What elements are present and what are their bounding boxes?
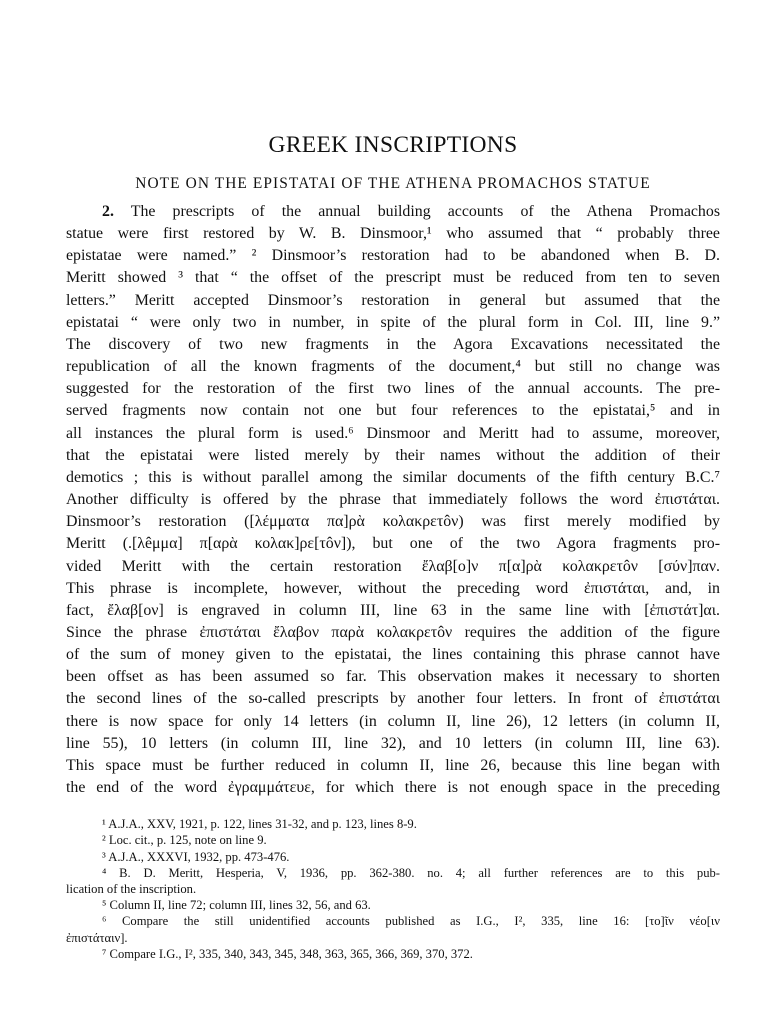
page-title: GREEK INSCRIPTIONS xyxy=(268,132,518,158)
footnote-6: ⁶ Compare the still unidentified accounts published as I.G., I², 335, line 16: [το]ῖν νέο[ιν xyxy=(102,914,720,929)
body-line: epistatai “ were only two in number, in spite of the plural form in Col. III, line 9.” xyxy=(66,313,720,331)
body-line: The discovery of two new fragments in the Agora Excavations necessitated the xyxy=(66,335,720,353)
body-line: statue were first restored by W. B. Dinsmoor,¹ who assumed that “ probably three xyxy=(66,225,720,243)
body-line: all instances the plural form is used.⁶ Dinsmoor and Meritt had to assume, moreover, xyxy=(66,424,720,442)
footnote-1: ¹ A.J.A., XXV, 1921, p. 122, lines 31-32, and p. 123, lines 8-9. xyxy=(102,817,417,832)
page xyxy=(66,128,720,962)
body-line: republication of all the known fragments of the document,⁴ but still no change was xyxy=(66,358,720,376)
body-line: letters.” Meritt accepted Dinsmoor’s restoration in general but assumed that the xyxy=(66,291,720,309)
body-text xyxy=(66,201,720,799)
footnote-7: ⁷ Compare I.G., I², 335, 340, 343, 345, 348, 363, 365, 366, 369, 370, 372. xyxy=(102,946,473,961)
body-line: Meritt showed ³ that “ the offset of the prescript must be reduced from ten to seven xyxy=(66,269,720,287)
body-line: This phrase is incomplete, however, without the preceding word ἐπιστάται, and, in xyxy=(66,579,720,597)
footnote-4-continued: lication of the inscription. xyxy=(66,882,197,897)
body-line: been offset as has been assumed so far. This observation makes it necessary to shorten xyxy=(66,668,720,686)
body-line: the second lines of the so-called prescripts by another four letters. In front of ἐπιστάται xyxy=(66,690,720,708)
footnote-5: ⁵ Column II, line 72; column III, lines 32, 56, and 63. xyxy=(102,898,371,913)
body-line: there is now space for only 14 letters (in column II, line 26), 12 letters (in column II, xyxy=(66,712,720,730)
body-line: Dinsmoor’s restoration ([λέμματα πα]ρὰ κολακρετôν) was first merely modified by xyxy=(66,513,720,531)
body-line: 2. The prescripts of the annual building accounts of the Athena Promachos xyxy=(102,203,720,220)
body-line: that the epistatai were listed merely by their names without the addition of their xyxy=(66,446,720,464)
body-line: the end of the word ἐγραμμάτευε, for which there is not enough space in the preceding xyxy=(66,779,720,797)
body-line: served fragments now contain not one but four references to the epistatai,⁵ and in xyxy=(66,402,720,420)
body-line: of the sum of money given to the epistatai, the lines containing this phrase cannot have xyxy=(66,646,720,664)
body-line: fact, ἔλαβ[ον] is engraved in column III, line 63 in the same line with [ἐπιστάτ]αι. xyxy=(66,601,720,619)
body-line: Another difficulty is offered by the phrase that immediately follows the word ἐπιστάται. xyxy=(66,491,720,509)
body-line: vided Meritt with the certain restoration ἔλαβ[ο]ν π[α]ρὰ κολακρετôν [σύν]παν. xyxy=(66,557,720,575)
footnote-2: ² Loc. cit., p. 125, note on line 9. xyxy=(102,833,267,848)
footnotes xyxy=(66,816,720,962)
body-line: Meritt (.[λêμμα] π[αρὰ κολακ]ρε[τôν]), but one of the two Agora fragments pro- xyxy=(66,535,720,553)
body-line: This space must be further reduced in column II, line 26, because this line began with xyxy=(66,756,720,774)
footnote-6-continued: ἐπιστάταιν]. xyxy=(66,930,128,945)
body-line: Since the phrase ἐπιστάται ἔλαβον παρὰ κολακρετôν requires the addition of the figure xyxy=(66,623,720,641)
article-subtitle: NOTE ON THE EPISTATAI OF THE ATHENA PROMACHOS STATUE xyxy=(135,175,651,192)
footnote-3: ³ A.J.A., XXXVI, 1932, pp. 473-476. xyxy=(102,849,290,864)
body-line: demotics ; this is without parallel among the similar documents of the fifth century B.C.⁷ xyxy=(66,468,720,486)
footnote-4: ⁴ B. D. Meritt, Hesperia, V, 1936, pp. 362-380. no. 4; all further references are to this pub- xyxy=(102,865,720,880)
body-line: epistatae were named.” ² Dinsmoor’s restoration had to be abandoned when B. D. xyxy=(66,247,720,265)
body-line: suggested for the restoration of the first two lines of the annual accounts. The pre- xyxy=(66,380,720,398)
section-number: 2. xyxy=(102,203,114,220)
body-line: line 55), 10 letters (in column III, line 32), and 10 letters (in column III, line 63). xyxy=(66,734,720,752)
